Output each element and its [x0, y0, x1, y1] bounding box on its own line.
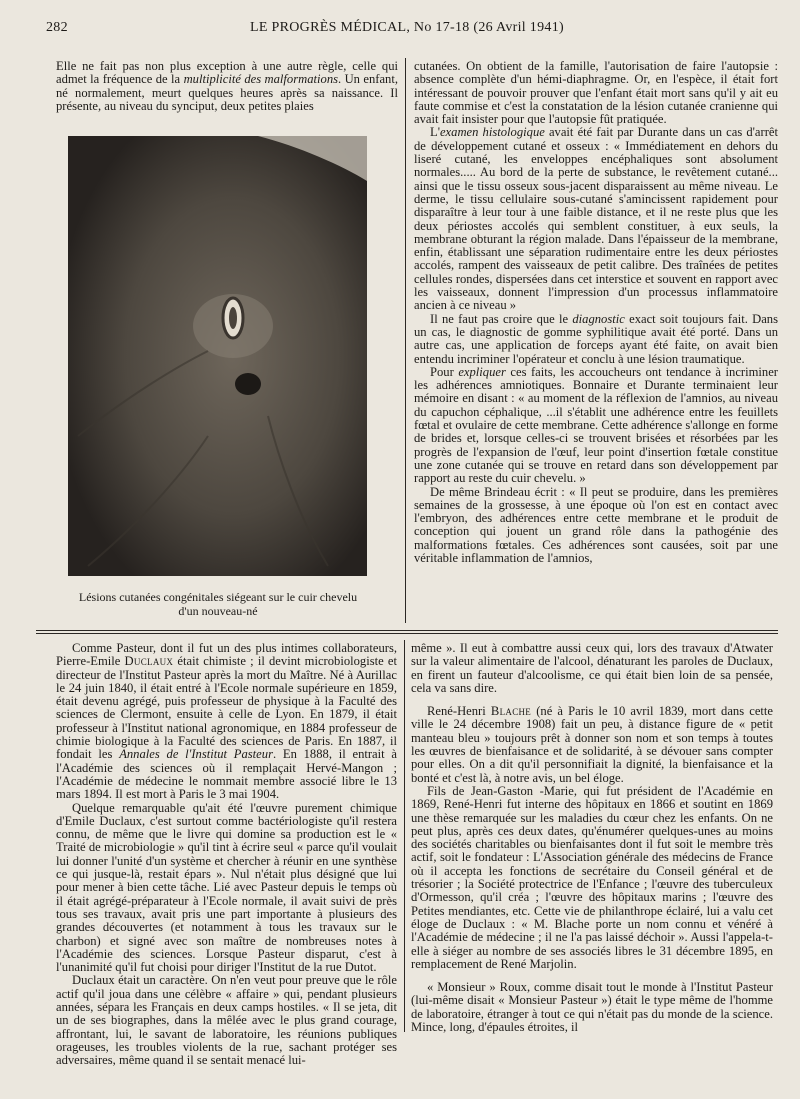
text-run: était chimiste ; il devint microbiologiste et directeur de l'Institut Pasteur après la mort du Maître. Né à Aurillac le 24 juin 1840, il était entré à l'Ecole normale supérieure en 1859, était devenu agrégé, puis professeur de physique à la Faculté des sciences de Clermont, ensuite à celle de Lyon. En 1879, il était professeur à l'Institut national agronomique, en 1884 professeur de chimie biologique à la Faculté des sciences de Paris. En 1887, il fondait les: [56, 654, 397, 762]
emphasis: multiplicité des malformations: [183, 72, 339, 87]
text-run: Elle ne fait pas non plus exception à une autre règle, celle qui admet la fréquence de la: [56, 59, 398, 87]
article-bottom-left-column: [56, 641, 397, 1068]
running-header: [46, 20, 768, 40]
text-run: ces faits, les accoucheurs ont tendance à incriminer les adhérences amniotiques. Bonnaire et Durante terminaient leur mémoire en disant : « au moment de la réflexion de l'amnios, au niveau du capuchon céphalique, ...il s'établit une adhérence entre les feuillets fœtal et ovulaire de cette membrane. Cette adhérence s'allonge en forme de brides et, lorsque celles-ci se trouvent brisées et résorbées par les progrès de l'expansion de l'œuf, leur point d'insertion fœtale constitue une zone cutanée qui se trouve en retard dans son développement par rapport au reste du cuir chevelu. »: [414, 364, 778, 486]
paragraph: même ». Il eut à combattre aussi ceux qui, lors des travaux d'Atwater sur la valeur alimentaire de l'alcool, dénaturant les paroles de Duclaux, en firent un fauteur d'alcoolisme, ce qui était bien loin de sa pensée, cela va sans dire.: [411, 641, 773, 695]
paragraph: [411, 705, 773, 785]
section-divider: [36, 630, 778, 634]
paragraph: Duclaux était un caractère. On n'en veut pour preuve que le rôle actif qu'il joua dans une célèbre « affaire » qui, pendant plusieurs années, sépara les Français en deux camps hostiles. « Il se jeta, dit un de ses biographes, dans la mêlée avec le plus grand courage, affrontant, lui, le savant de laboratoire, les réunions publiques orageuses, les troubles violents de la rue, sachant protéger ses adversaires, même quand il se sentait menacé lui-: [56, 973, 397, 1068]
surname-smallcaps: Blache: [490, 704, 532, 719]
page-number: 282: [46, 20, 68, 35]
paragraph: Quelque remarquable qu'ait été l'œuvre purement chimique d'Emile Duclaux, c'est surtout comme bactériologiste qu'il restera connu, de même que le livre qui domine sa production est le « Traité de microbiologie » qu'il tint à écrire seul « parce qu'il voulait lui donner l'unité d'un système et chercher à réunir en une synthèse ce qui jusque-là, restait épars ». Nul n'était plus désigné que lui pour mener à bien cette tâche. Lié avec Pasteur depuis le temps où il était agrégé-préparateur à l'Ecole normale, il avait suivi de près tous ses travaux, avait pris une part importante à plusieurs des grandes découvertes (et notamment à tous les travaux sur le charbon) et signé avec son maître de nombreuses notes à l'Académie des sciences. Lorsque Pasteur disparut, c'est à l'unanimité qu'il fut choisi pour diriger l'Institut de la rue Dutot.: [56, 800, 397, 975]
paragraph: [414, 366, 778, 486]
text-run: Comme Pasteur, dont il fut un des plus intimes collaborateurs, Pierre-Emile: [56, 641, 397, 669]
emphasis: expliquer: [458, 364, 506, 379]
text-run: avait été fait par Durante dans un cas d'arrêt de développement cutané et osseux : « Immédiatement en dehors du liseré cutané, les enveloppes encéphaliques sont absolument normales..... Au bord de la perte de substance, le revêtement cutané... ainsi que le tissu osseux sous-jacent disparaissent au même niveau. Le derme, le tissu cellulaire sous-cutané s'amincissent rapidement pour disparaître à leur tour à une faible distance, et il ne reste plus que les deux périostes accolés qui semblent constituer, à eux seuls, la membrane obturant la région malade. Dans l'épaisseur de la membrane, enfin, établissant une séparation rudimentaire entre les deux périostes accolés, rampent des vaisseaux de petit calibre. Des traînées de petites cellules rondes, dispersées dans cet interstice et souvent en rapport avec les vaisseaux, donnent l'impression d'un processus inflammatoire ancien à ce niveau »: [414, 125, 778, 313]
scalp-lesion-photo: [68, 136, 367, 576]
article-top-left-column: [56, 60, 398, 120]
column-divider-bottom: [404, 640, 405, 1032]
text-run: René-Henri: [427, 704, 491, 719]
article-top-right-column: [414, 60, 778, 618]
paragraph: [56, 642, 397, 802]
paragraph: « Monsieur » Roux, comme disait tout le monde à l'Institut Pasteur (lui-même disait « Monsieur Pasteur ») était le type même de l'homme de laboratoire, étranger à tout ce qui n'était pas du monde de la science. Mince, long, d'épaules étroites, il: [411, 980, 773, 1035]
paragraph: [414, 313, 778, 366]
surname-smallcaps: Duclaux: [124, 654, 174, 669]
caption-line: Lésions cutanées congénitales siégeant sur le cuir chevelu: [78, 590, 358, 604]
paragraph: De même Brindeau écrit : « Il peut se produire, dans les premières semaines de la grossesse, à une époque où l'on est en contact avec l'embryon, des adhérences entre cette membrane et le produit de conception qui jouent un grand rôle dans la pathogénie des malformations fœtales. Ces adhérences sont causées, soit par une véritable inflammation de l'amnios,: [414, 484, 778, 565]
paragraph: [56, 60, 398, 113]
text-run: Pour: [430, 364, 459, 379]
caption-line: d'un nouveau-né: [178, 604, 258, 618]
paragraph: Fils de Jean-Gaston -Marie, qui fut président de l'Académie en 1869, René-Henri fut interne des hôpitaux en 1866 et soutint en 1869 une thèse remarquée sur les maladies du cœur chez les enfants. On ne peut plus, après ces deux dates, qu'énumérer quelques-unes au moins des sociétés charitables ou bienfaisantes dont il fut soit le membre très actif, soit le fondateur : L'Association générale des médecins de France où il accepta les fonctions de secrétaire du Conseil général et de trésorier ; la Société protectrice de l'Enfance ; l'œuvre des tuberculeux d'Ormesson, qu'il créa ; l'œuvre des hôpitaux marins ; l'œuvre des Petites mendiantes, etc. Cette vie de philanthrope éclairé, lui a valu cet éloge de Duclaux : « M. Blache porte un nom connu et vénéré à l'Académie de médecine ; il ne l'a pas laissé déchoir ». Aussi l'appela-t-elle à siéger au nombre de ses associés libres le 31 décembre 1895, en remplacement de René Marjolin.: [411, 783, 773, 971]
running-title: LE PROGRÈS MÉDICAL, No 17-18 (26 Avril 1941): [250, 20, 564, 35]
paragraph: [414, 126, 778, 312]
text-run: . Un enfant, né normalement, meurt quelques heures après sa naissance. Il présente, au niveau du synciput, deux petites plaies: [56, 72, 399, 113]
figure-photo: [68, 136, 367, 576]
emphasis: Annales de l'Institut Pasteur: [119, 747, 273, 762]
emphasis: diagnostic: [572, 311, 625, 326]
text-run: L': [430, 125, 440, 140]
article-bottom-right-column: [411, 642, 773, 1042]
figure-caption: [56, 590, 380, 618]
text-run: (né à Paris le 10 avril 1839, mort dans cette ville le 24 décembre 1908) fait un peu, à distance figure de « petit manteau bleu » toujours prêt à donner son nom et son temps à toutes les œuvres de bienfaisance et de solidarité, à se dévouer sans compter pour elles. On a dit qu'il personnifiait la dignité, la bienfaisance et la bonté et c'est là, à notre avis, un bel éloge.: [411, 704, 773, 785]
column-divider-top: [405, 58, 406, 623]
text-run: Il ne faut pas croire que le: [430, 311, 573, 326]
text-run: . En 1888, il entrait à l'Académie des sciences où il remplaçait Hervé-Mangon ; l'Académie de médecine le nommait membre associé libre le 13 mars 1894. Il est mort à Paris le 3 mai 1904.: [56, 747, 397, 802]
text-run: exact soit toujours fait. Dans un cas, le diagnostic de gomme syphilitique avait été porté. Dans un autre cas, une application de forceps ayant été faite, on avait bien entendu incriminer l'opérateur et conclu à une lésion traumatique.: [414, 311, 778, 366]
emphasis: examen histologique: [439, 125, 545, 140]
paragraph: cutanées. On obtient de la famille, l'autorisation de faire l'autopsie : absence complète d'un hémi-diaphragme. Or, en l'espèce, il était fort intéressant de pouvoir prouver que l'enfant était mort sans qu'il y ait eu faute commise et c'est la constatation de la lésion cutanée cranienne qui avait fait insister pour que l'autopsie fût pratiquée.: [414, 59, 778, 127]
